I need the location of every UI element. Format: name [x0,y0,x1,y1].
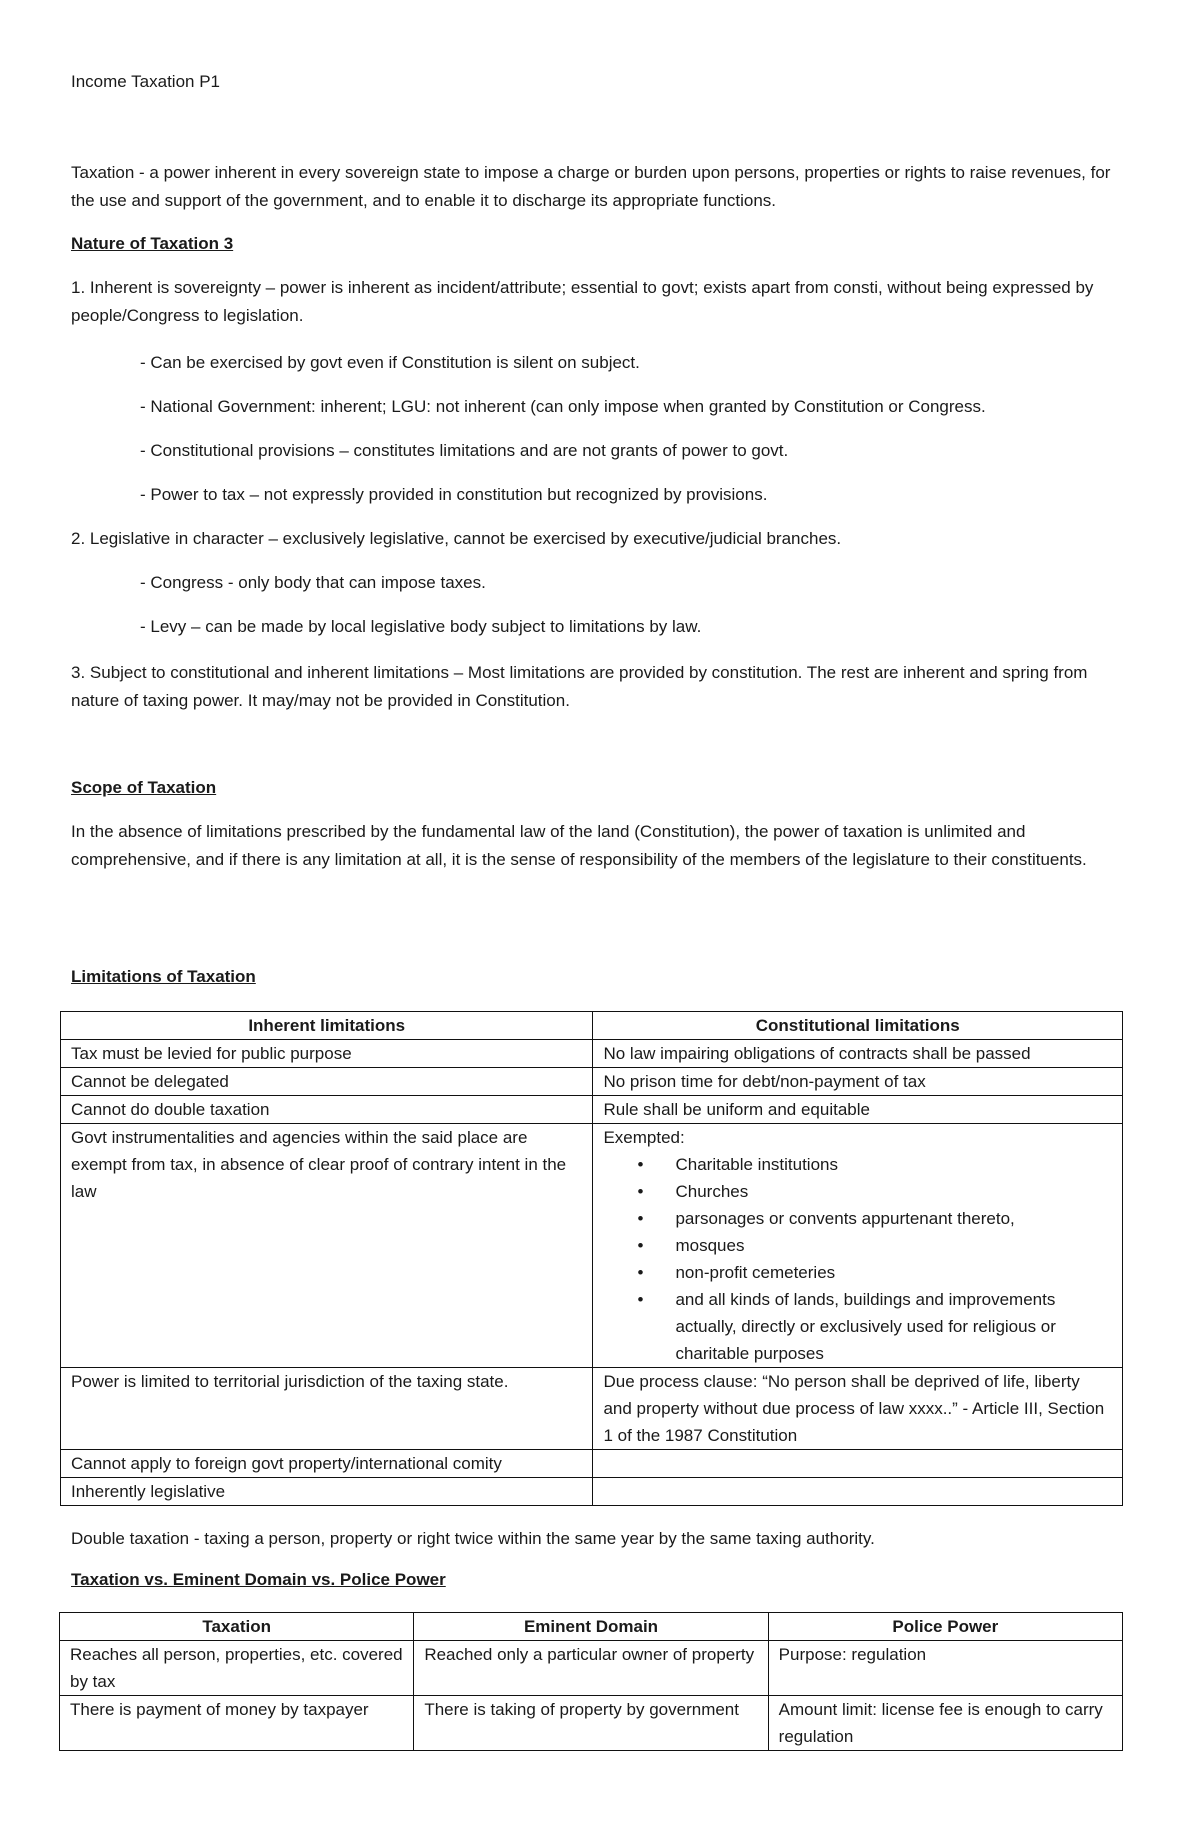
double-taxation-note: Double taxation - taxing a person, property or right twice within the same year by the same taxing authority. [71,1529,875,1548]
table-cell-empty [593,1450,1123,1478]
nature-item-2-sub: - Levy – can be made by local legislative body subject to limitations by law. [140,617,702,636]
column-header-taxation: Taxation [60,1613,414,1641]
list-item [637,1286,1112,1367]
taxation-definition: Taxation - a power inherent in every sovereign state to impose a charge or burden upon persons, properties or rights to raise revenues, for the use and support of the government, and to enable it to discharge its appropriate functions. [71,163,1111,210]
bullet-icon: • [637,1236,644,1255]
nature-item-1-sub: - Can be exercised by govt even if Constitution is silent on subject. [140,353,640,372]
table-cell: There is payment of money by taxpayer [60,1696,414,1751]
table-cell: Amount limit: license fee is enough to carry regulation [768,1696,1122,1751]
list-item [637,1178,1112,1205]
table-cell: No law impairing obligations of contracts shall be passed [593,1040,1123,1068]
exempted-list [603,1151,1112,1367]
nature-item-2: 2. Legislative in character – exclusively legislative, cannot be exercised by executive/judicial branches. [71,529,842,548]
table-cell: Power is limited to territorial jurisdiction of the taxing state. [61,1368,593,1450]
table-row [61,1368,1123,1450]
table-header-row [60,1613,1123,1641]
table-cell: Inherently legislative [61,1478,593,1506]
table-cell: Cannot apply to foreign govt property/international comity [61,1450,593,1478]
bullet-icon: • [637,1263,644,1282]
column-header-constitutional: Constitutional limitations [593,1012,1123,1040]
table-cell: Cannot be delegated [61,1068,593,1096]
nature-heading: Nature of Taxation 3 [71,234,234,253]
table-cell: Due process clause: “No person shall be deprived of life, liberty and property without due process of law xxxx..” - Article III, Section 1 of the 1987 Constitution [593,1368,1123,1450]
table-row [60,1641,1123,1696]
table-cell: Rule shall be uniform and equitable [593,1096,1123,1124]
table-cell-empty [593,1478,1123,1506]
column-header-police-power: Police Power [768,1613,1122,1641]
list-item-text: mosques [675,1236,745,1255]
table-cell: Cannot do double taxation [61,1096,593,1124]
table-row [61,1478,1123,1506]
bullet-icon: • [637,1290,644,1309]
bullet-icon: • [637,1155,644,1174]
comparison-table [59,1612,1123,1751]
nature-item-1-sub: - Power to tax – not expressly provided in constitution but recognized by provisions. [140,485,768,504]
nature-item-1-sub: - Constitutional provisions – constitutes limitations and are not grants of power to govt. [140,441,789,460]
table-row [61,1068,1123,1096]
exempted-label: Exempted: [603,1128,685,1147]
bullet-icon: • [637,1182,644,1201]
table-cell-exempted [593,1124,1123,1368]
nature-item-1-sub: - National Government: inherent; LGU: not inherent (can only impose when granted by Constitution or Congress. [140,397,986,416]
table-row [61,1124,1123,1368]
scope-text: In the absence of limitations prescribed by the fundamental law of the land (Constitution), the power of taxation is unlimited and comprehensive, and if there is any limitation at all, it is the sense of responsibility of the members of the legislature to their constituents. [71,822,1087,869]
nature-item-2-sub: - Congress - only body that can impose taxes. [140,573,486,592]
list-item [637,1259,1112,1286]
table-row [61,1096,1123,1124]
table-cell: Tax must be levied for public purpose [61,1040,593,1068]
table-header-row [61,1012,1123,1040]
limitations-table [60,1011,1123,1506]
table-cell: Reached only a particular owner of property [414,1641,768,1696]
comparison-heading: Taxation vs. Eminent Domain vs. Police Power [71,1570,446,1589]
table-cell: No prison time for debt/non-payment of tax [593,1068,1123,1096]
table-cell: Reaches all person, properties, etc. covered by tax [60,1641,414,1696]
bullet-icon: • [637,1209,644,1228]
limitations-heading: Limitations of Taxation [71,967,256,986]
nature-item-1: 1. Inherent is sovereignty – power is inherent as incident/attribute; essential to govt; exists apart from consti, without being expressed by people/Congress to legislation. [71,278,1094,325]
column-header-eminent-domain: Eminent Domain [414,1613,768,1641]
list-item [637,1232,1112,1259]
list-item-text: and all kinds of lands, buildings and improvements actually, directly or exclusively used for religious or charitable purposes [675,1290,1056,1363]
list-item-text: non-profit cemeteries [675,1263,836,1282]
nature-item-3: 3. Subject to constitutional and inherent limitations – Most limitations are provided by constitution. The rest are inherent and spring from nature of taxing power. It may/may not be provided in Constitution. [71,663,1088,710]
list-item-text: Churches [675,1182,749,1201]
scope-heading: Scope of Taxation [71,778,217,797]
list-item-text: Charitable institutions [675,1155,838,1174]
column-header-inherent: Inherent limitations [61,1012,593,1040]
document-title: Income Taxation P1 [71,72,220,91]
list-item [637,1205,1112,1232]
table-cell: Purpose: regulation [768,1641,1122,1696]
table-cell: Govt instrumentalities and agencies within the said place are exempt from tax, in absence of clear proof of contrary intent in the law [61,1124,593,1368]
list-item [637,1151,1112,1178]
table-cell: There is taking of property by government [414,1696,768,1751]
table-row [60,1696,1123,1751]
table-row [61,1040,1123,1068]
table-row [61,1450,1123,1478]
list-item-text: parsonages or convents appurtenant thereto, [675,1209,1015,1228]
